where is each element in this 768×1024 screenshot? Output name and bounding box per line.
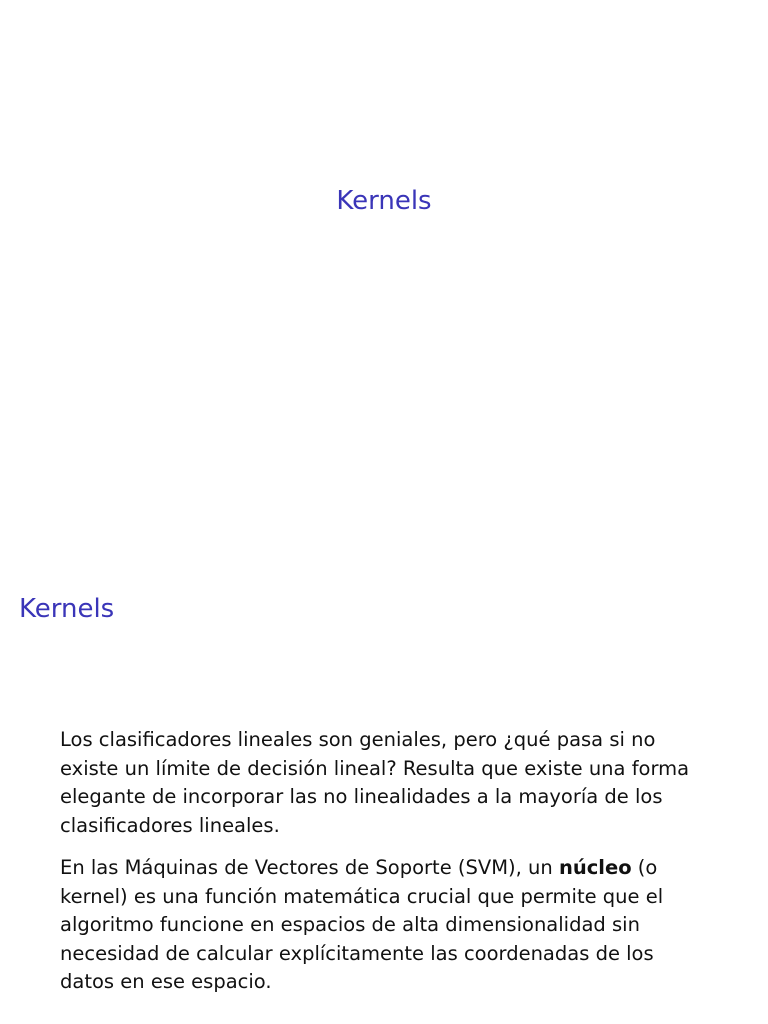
title-slide-heading: Kernels — [336, 186, 432, 216]
slide-body — [60, 726, 710, 1011]
paragraph-svm-text-end: (o kernel) es una función matemática crucial que permite que el algoritmo funcione en espacios de alta dimensionalidad sin necesidad de calcular explícitamente las coordenadas de los datos en ese espacio. — [60, 856, 664, 993]
frame-title: Kernels — [19, 594, 115, 624]
bold-term-nucleo: núcleo — [558, 856, 632, 879]
paragraph-svm-kernel — [60, 854, 710, 997]
paragraph-svm-text-start: En las Máquinas de Vectores de Soporte (SVM), un — [60, 856, 559, 879]
content-slide — [0, 576, 768, 1024]
paragraph-intro: Los clasificadores lineales son geniales, pero ¿qué pasa si no existe un límite de decisión lineal? Resulta que existe una forma elegante de incorporar las no linealidades a la mayoría de los clasificadores lineales. — [60, 728, 690, 837]
